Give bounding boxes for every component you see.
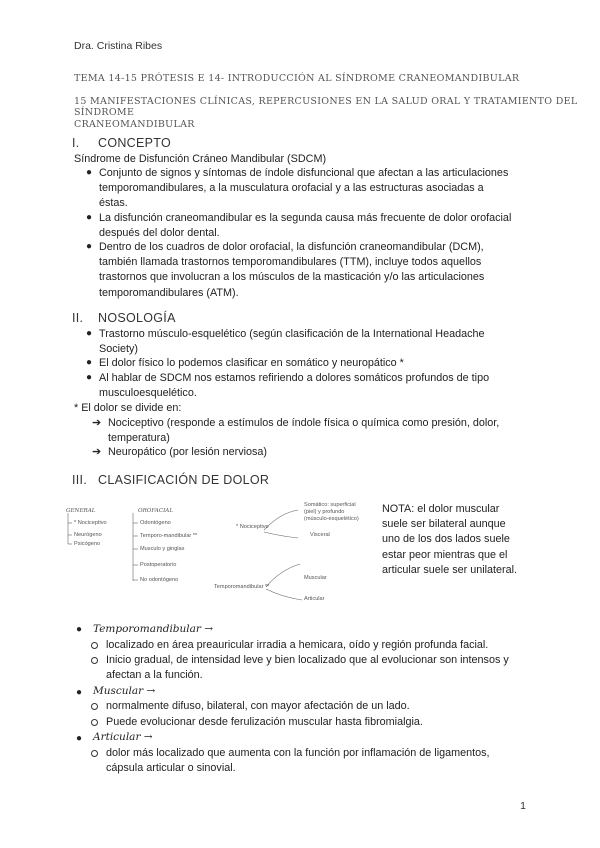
arrow-icon: ➔ <box>92 417 102 429</box>
temporomandibular-heading: Temporomandibular → <box>93 623 214 635</box>
concepto-bullet-1: Conjunto de signos y síntomas de índole disfuncional que afectan a las articulaciones temporomandibulares, a la musculatura orofacial y a las estructuras asociadas a éstas. <box>99 167 509 210</box>
diagram-orofacial-item: Musculo y ginglas <box>140 546 185 552</box>
author-name: Dra. Cristina Ribes <box>74 40 163 52</box>
muscular-heading: Muscular → <box>93 685 156 697</box>
articular-item-1: dolor más localizado que aumenta con la función por inflamación de ligamentos, cápsula articular o sinovial. <box>106 747 490 775</box>
dolor-note: * El dolor se divide en: <box>74 402 182 414</box>
nosologia-bullet-1: Trastorno músculo-esquelético (según clasificación de la International Headache Society) <box>99 328 485 356</box>
hollow-bullet <box>91 642 98 649</box>
section-1-title: I. CONCEPTO <box>72 136 172 150</box>
diagram-muscular: Muscular <box>304 575 327 581</box>
diagram-somatico: (piel) y profundo <box>304 509 345 515</box>
section-3-title: III. CLASIFICACIÓN DE DOLOR <box>72 473 270 487</box>
concepto-bullet-3: Dentro de los cuadros de dolor orofacial, la disfunción craneomandibular (DCM), también llamada trastornos temporomandibulares (TTM), incluye todos aquellos trastornos que involucran a los músculos de la masticación y/o las articulaciones temporomandibulares (ATM). <box>99 241 485 299</box>
muscular-item-1: normalmente difuso, bilateral, con mayor afectación de un lado. <box>106 700 410 712</box>
tema-heading-line3: CRANEOMANDIBULAR <box>74 119 195 130</box>
bullet-dot: ● <box>86 357 93 368</box>
tm-item-2: Inicio gradual, de intensidad leve y bien localizado que al evolucionar son intensos y afectan a la función. <box>106 654 509 682</box>
diagram-general-header: GENERAL <box>66 508 96 514</box>
nota-box: NOTA: el dolor muscular suele ser bilateral aunque uno de los dos lados suele estar peor mientras que el articular suele ser unilateral. <box>382 503 518 576</box>
diagram-articular: Articular <box>304 596 325 602</box>
diagram-nociceptivo: * Nociceptivo <box>236 524 269 530</box>
diagram-orofacial-item: Postoperatorio <box>140 562 177 568</box>
nociceptivo-item: Nociceptivo (responde a estímulos de índole física o química como presión, dolor, temperatura) <box>108 417 500 445</box>
concepto-bullet-2: La disfunción craneomandibular es la segunda causa más frecuente de dolor orofacial después del dolor dental. <box>99 212 512 240</box>
diagram-orofacial-header: OROFACIAL <box>138 508 174 514</box>
diagram-orofacial-item: Odontógeno <box>140 520 171 526</box>
nosologia-bullet-3: Al hablar de SDCM nos estamos refiriendo a dolores somáticos profundos de tipo musculoesquelético. <box>99 372 490 400</box>
hollow-bullet <box>91 719 98 726</box>
bullet-dot: ● <box>86 212 93 223</box>
articular-heading: Articular → <box>93 731 153 743</box>
nosologia-bullet-2: El dolor físico lo podemos clasificar en somático y neuropático * <box>99 357 404 369</box>
hollow-bullet <box>91 750 98 757</box>
diagram-general-item: Psicógeno <box>74 541 101 547</box>
tema-heading-line1: TEMA 14-15 PRÓTESIS E 14- INTRODUCCIÓN AL SÍNDROME CRANEOMANDIBULAR <box>74 73 520 84</box>
tema-heading-line2: 15 MANIFESTACIONES CLÍNICAS, REPERCUSIONES EN LA SALUD ORAL Y TRATAMIENTO DEL SÍNDROME <box>74 96 578 118</box>
diagram-orofacial-item: Temporo-mandibular ** <box>140 533 198 539</box>
diagram-general-item: Neurógeno <box>74 532 102 538</box>
page-number: 1 <box>520 800 526 812</box>
bullet-dot: ● <box>76 624 83 635</box>
bullet-dot: ● <box>76 687 83 698</box>
muscular-item-2: Puede evolucionar desde ferulización muscular hasta fibromialgia. <box>106 716 423 728</box>
section-2-title: II. NOSOLOGÍA <box>72 311 176 325</box>
bullet-dot: ● <box>76 733 83 744</box>
bullet-dot: ● <box>86 328 93 339</box>
diagram-visceral: Visceral <box>310 532 330 538</box>
neuropatico-item: Neuropático (por lesión nerviosa) <box>108 446 268 458</box>
tm-item-1: localizado en área preauricular irradia a hemicara, oído y región profunda facial. <box>106 639 489 651</box>
hollow-bullet <box>91 657 98 664</box>
bullet-dot: ● <box>86 372 93 383</box>
diagram-somatico: (músculo-esquelético) <box>304 516 359 522</box>
arrow-icon: ➔ <box>92 446 102 458</box>
section-1-subtitle: Síndrome de Disfunción Cráneo Mandibular (SDCM) <box>74 153 327 165</box>
diagram-somatico: Somático: superficial <box>304 502 356 508</box>
hollow-bullet <box>91 703 98 710</box>
diagram-orofacial-item: No odontógeno <box>140 577 179 583</box>
bullet-dot: ● <box>86 241 93 252</box>
diagram-general-item: * Nociceptivo <box>74 520 107 526</box>
diagram-temporomandibular: Temporomandibular ** <box>214 584 270 590</box>
bullet-dot: ● <box>86 167 93 178</box>
